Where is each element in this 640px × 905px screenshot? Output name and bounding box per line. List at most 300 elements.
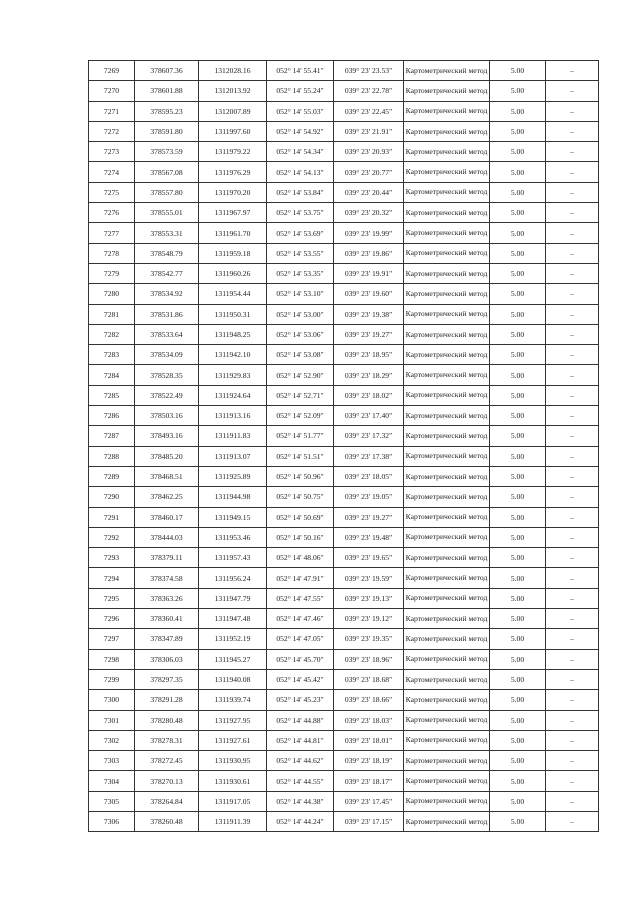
- accuracy-cell: 5.00: [490, 284, 546, 304]
- y-coordinate-cell: 1311930.61: [199, 771, 267, 791]
- latitude-cell: 052° 14' 47.91": [267, 568, 334, 588]
- accuracy-cell: 5.00: [490, 182, 546, 202]
- table-row: [89, 101, 599, 121]
- accuracy-cell: 5.00: [490, 81, 546, 101]
- x-coordinate-cell: 378573.59: [135, 142, 199, 162]
- longitude-cell: 039° 23' 19.60": [334, 284, 404, 304]
- y-coordinate-cell: 1311949.15: [199, 507, 267, 527]
- latitude-cell: 052° 14' 54.13": [267, 162, 334, 182]
- description-cell: –: [546, 426, 599, 446]
- longitude-cell: 039° 23' 20.93": [334, 142, 404, 162]
- y-coordinate-cell: 1311942.10: [199, 345, 267, 365]
- accuracy-cell: 5.00: [490, 446, 546, 466]
- x-coordinate-cell: 378270.13: [135, 771, 199, 791]
- x-coordinate-cell: 378278.31: [135, 730, 199, 750]
- point-number-cell: 7301: [89, 710, 135, 730]
- method-cell: Картометрический метод: [404, 426, 490, 446]
- method-cell: Картометрический метод: [404, 669, 490, 689]
- longitude-cell: 039° 23' 21.91": [334, 121, 404, 141]
- point-number-cell: 7284: [89, 365, 135, 385]
- description-cell: –: [546, 771, 599, 791]
- longitude-cell: 039° 23' 18.05": [334, 466, 404, 486]
- table-row: [89, 385, 599, 405]
- table-row: [89, 365, 599, 385]
- point-number-cell: 7276: [89, 203, 135, 223]
- accuracy-cell: 5.00: [490, 568, 546, 588]
- x-coordinate-cell: 378542.77: [135, 263, 199, 283]
- description-cell: –: [546, 446, 599, 466]
- latitude-cell: 052° 14' 45.23": [267, 690, 334, 710]
- longitude-cell: 039° 23' 19.59": [334, 568, 404, 588]
- point-number-cell: 7289: [89, 466, 135, 486]
- longitude-cell: 039° 23' 17.45": [334, 791, 404, 811]
- accuracy-cell: 5.00: [490, 121, 546, 141]
- latitude-cell: 052° 14' 53.10": [267, 284, 334, 304]
- x-coordinate-cell: 378548.79: [135, 243, 199, 263]
- y-coordinate-cell: 1311917.05: [199, 791, 267, 811]
- x-coordinate-cell: 378379.11: [135, 548, 199, 568]
- table-row: [89, 568, 599, 588]
- longitude-cell: 039° 23' 17.32": [334, 426, 404, 446]
- description-cell: –: [546, 345, 599, 365]
- table-row: [89, 243, 599, 263]
- x-coordinate-cell: 378567.08: [135, 162, 199, 182]
- point-number-cell: 7297: [89, 629, 135, 649]
- y-coordinate-cell: 1311927.61: [199, 730, 267, 750]
- method-cell: Картометрический метод: [404, 304, 490, 324]
- method-cell: Картометрический метод: [404, 690, 490, 710]
- x-coordinate-cell: 378291.28: [135, 690, 199, 710]
- x-coordinate-cell: 378260.48: [135, 811, 199, 831]
- table-row: [89, 61, 599, 81]
- table-row: [89, 710, 599, 730]
- x-coordinate-cell: 378591.80: [135, 121, 199, 141]
- method-cell: Картометрический метод: [404, 568, 490, 588]
- point-number-cell: 7272: [89, 121, 135, 141]
- point-number-cell: 7290: [89, 487, 135, 507]
- y-coordinate-cell: 1311927.95: [199, 710, 267, 730]
- point-number-cell: 7273: [89, 142, 135, 162]
- table-row: [89, 304, 599, 324]
- table-row: [89, 751, 599, 771]
- method-cell: Картометрический метод: [404, 487, 490, 507]
- x-coordinate-cell: 378360.41: [135, 609, 199, 629]
- description-cell: –: [546, 263, 599, 283]
- description-cell: –: [546, 487, 599, 507]
- latitude-cell: 052° 14' 52.71": [267, 385, 334, 405]
- coordinates-table: [88, 60, 599, 832]
- accuracy-cell: 5.00: [490, 690, 546, 710]
- description-cell: –: [546, 669, 599, 689]
- y-coordinate-cell: 1311957.43: [199, 548, 267, 568]
- latitude-cell: 052° 14' 50.69": [267, 507, 334, 527]
- longitude-cell: 039° 23' 19.13": [334, 588, 404, 608]
- description-cell: –: [546, 324, 599, 344]
- method-cell: Картометрический метод: [404, 162, 490, 182]
- y-coordinate-cell: 1311939.74: [199, 690, 267, 710]
- table-row: [89, 609, 599, 629]
- accuracy-cell: 5.00: [490, 791, 546, 811]
- table-row: [89, 527, 599, 547]
- point-number-cell: 7285: [89, 385, 135, 405]
- longitude-cell: 039° 23' 19.35": [334, 629, 404, 649]
- longitude-cell: 039° 23' 18.29": [334, 365, 404, 385]
- latitude-cell: 052° 14' 45.42": [267, 669, 334, 689]
- point-number-cell: 7286: [89, 406, 135, 426]
- description-cell: –: [546, 243, 599, 263]
- latitude-cell: 052° 14' 54.92": [267, 121, 334, 141]
- accuracy-cell: 5.00: [490, 101, 546, 121]
- longitude-cell: 039° 23' 17.15": [334, 811, 404, 831]
- x-coordinate-cell: 378272.45: [135, 751, 199, 771]
- x-coordinate-cell: 378462.25: [135, 487, 199, 507]
- y-coordinate-cell: 1311940.08: [199, 669, 267, 689]
- latitude-cell: 052° 14' 44.38": [267, 791, 334, 811]
- latitude-cell: 052° 14' 44.55": [267, 771, 334, 791]
- y-coordinate-cell: 1311956.24: [199, 568, 267, 588]
- y-coordinate-cell: 1311911.83: [199, 426, 267, 446]
- point-number-cell: 7277: [89, 223, 135, 243]
- table-row: [89, 466, 599, 486]
- point-number-cell: 7269: [89, 61, 135, 81]
- latitude-cell: 052° 14' 54.34": [267, 142, 334, 162]
- method-cell: Картометрический метод: [404, 223, 490, 243]
- method-cell: Картометрический метод: [404, 406, 490, 426]
- method-cell: Картометрический метод: [404, 588, 490, 608]
- point-number-cell: 7282: [89, 324, 135, 344]
- y-coordinate-cell: 1311913.07: [199, 446, 267, 466]
- accuracy-cell: 5.00: [490, 710, 546, 730]
- table-row: [89, 162, 599, 182]
- method-cell: Картометрический метод: [404, 507, 490, 527]
- method-cell: Картометрический метод: [404, 385, 490, 405]
- accuracy-cell: 5.00: [490, 548, 546, 568]
- latitude-cell: 052° 14' 53.69": [267, 223, 334, 243]
- x-coordinate-cell: 378503.16: [135, 406, 199, 426]
- point-number-cell: 7296: [89, 609, 135, 629]
- x-coordinate-cell: 378531.86: [135, 304, 199, 324]
- table-row: [89, 121, 599, 141]
- x-coordinate-cell: 378493.16: [135, 426, 199, 446]
- point-number-cell: 7291: [89, 507, 135, 527]
- x-coordinate-cell: 378347.89: [135, 629, 199, 649]
- latitude-cell: 052° 14' 55.41": [267, 61, 334, 81]
- longitude-cell: 039° 23' 18.66": [334, 690, 404, 710]
- point-number-cell: 7287: [89, 426, 135, 446]
- description-cell: –: [546, 609, 599, 629]
- latitude-cell: 052° 14' 53.55": [267, 243, 334, 263]
- point-number-cell: 7300: [89, 690, 135, 710]
- table-row: [89, 791, 599, 811]
- latitude-cell: 052° 14' 44.24": [267, 811, 334, 831]
- point-number-cell: 7274: [89, 162, 135, 182]
- method-cell: Картометрический метод: [404, 791, 490, 811]
- description-cell: –: [546, 811, 599, 831]
- longitude-cell: 039° 23' 22.78": [334, 81, 404, 101]
- method-cell: Картометрический метод: [404, 649, 490, 669]
- x-coordinate-cell: 378528.35: [135, 365, 199, 385]
- description-cell: –: [546, 629, 599, 649]
- point-number-cell: 7299: [89, 669, 135, 689]
- method-cell: Картометрический метод: [404, 466, 490, 486]
- description-cell: –: [546, 730, 599, 750]
- y-coordinate-cell: 1312007.89: [199, 101, 267, 121]
- y-coordinate-cell: 1311970.20: [199, 182, 267, 202]
- point-number-cell: 7302: [89, 730, 135, 750]
- accuracy-cell: 5.00: [490, 730, 546, 750]
- table-row: [89, 690, 599, 710]
- longitude-cell: 039° 23' 18.01": [334, 730, 404, 750]
- x-coordinate-cell: 378306.03: [135, 649, 199, 669]
- method-cell: Картометрический метод: [404, 61, 490, 81]
- description-cell: –: [546, 406, 599, 426]
- description-cell: –: [546, 649, 599, 669]
- table-row: [89, 406, 599, 426]
- x-coordinate-cell: 378601.88: [135, 81, 199, 101]
- latitude-cell: 052° 14' 52.09": [267, 406, 334, 426]
- longitude-cell: 039° 23' 20.32": [334, 203, 404, 223]
- accuracy-cell: 5.00: [490, 304, 546, 324]
- longitude-cell: 039° 23' 18.95": [334, 345, 404, 365]
- accuracy-cell: 5.00: [490, 365, 546, 385]
- description-cell: –: [546, 284, 599, 304]
- longitude-cell: 039° 23' 19.48": [334, 527, 404, 547]
- accuracy-cell: 5.00: [490, 142, 546, 162]
- y-coordinate-cell: 1312013.92: [199, 81, 267, 101]
- x-coordinate-cell: 378374.58: [135, 568, 199, 588]
- longitude-cell: 039° 23' 19.05": [334, 487, 404, 507]
- description-cell: –: [546, 81, 599, 101]
- table-row: [89, 811, 599, 831]
- table-row: [89, 426, 599, 446]
- table-row: [89, 507, 599, 527]
- description-cell: –: [546, 142, 599, 162]
- latitude-cell: 052° 14' 52.90": [267, 365, 334, 385]
- x-coordinate-cell: 378460.17: [135, 507, 199, 527]
- x-coordinate-cell: 378522.49: [135, 385, 199, 405]
- table-row: [89, 446, 599, 466]
- longitude-cell: 039° 23' 20.44": [334, 182, 404, 202]
- point-number-cell: 7271: [89, 101, 135, 121]
- accuracy-cell: 5.00: [490, 588, 546, 608]
- description-cell: –: [546, 548, 599, 568]
- accuracy-cell: 5.00: [490, 527, 546, 547]
- table-row: [89, 730, 599, 750]
- latitude-cell: 052° 14' 55.03": [267, 101, 334, 121]
- description-cell: –: [546, 162, 599, 182]
- accuracy-cell: 5.00: [490, 771, 546, 791]
- latitude-cell: 052° 14' 50.75": [267, 487, 334, 507]
- accuracy-cell: 5.00: [490, 811, 546, 831]
- accuracy-cell: 5.00: [490, 162, 546, 182]
- x-coordinate-cell: 378363.26: [135, 588, 199, 608]
- y-coordinate-cell: 1311979.22: [199, 142, 267, 162]
- latitude-cell: 052° 14' 44.88": [267, 710, 334, 730]
- y-coordinate-cell: 1311952.19: [199, 629, 267, 649]
- longitude-cell: 039° 23' 19.38": [334, 304, 404, 324]
- method-cell: Картометрический метод: [404, 446, 490, 466]
- y-coordinate-cell: 1311997.60: [199, 121, 267, 141]
- longitude-cell: 039° 23' 22.45": [334, 101, 404, 121]
- y-coordinate-cell: 1311930.95: [199, 751, 267, 771]
- accuracy-cell: 5.00: [490, 466, 546, 486]
- accuracy-cell: 5.00: [490, 385, 546, 405]
- method-cell: Картометрический метод: [404, 730, 490, 750]
- y-coordinate-cell: 1311961.70: [199, 223, 267, 243]
- point-number-cell: 7283: [89, 345, 135, 365]
- method-cell: Картометрический метод: [404, 182, 490, 202]
- x-coordinate-cell: 378607.36: [135, 61, 199, 81]
- accuracy-cell: 5.00: [490, 406, 546, 426]
- latitude-cell: 052° 14' 47.05": [267, 629, 334, 649]
- point-number-cell: 7275: [89, 182, 135, 202]
- method-cell: Картометрический метод: [404, 365, 490, 385]
- latitude-cell: 052° 14' 53.00": [267, 304, 334, 324]
- description-cell: –: [546, 690, 599, 710]
- latitude-cell: 052° 14' 53.75": [267, 203, 334, 223]
- point-number-cell: 7298: [89, 649, 135, 669]
- description-cell: –: [546, 304, 599, 324]
- latitude-cell: 052° 14' 47.46": [267, 609, 334, 629]
- description-cell: –: [546, 527, 599, 547]
- latitude-cell: 052° 14' 50.96": [267, 466, 334, 486]
- description-cell: –: [546, 710, 599, 730]
- accuracy-cell: 5.00: [490, 629, 546, 649]
- accuracy-cell: 5.00: [490, 649, 546, 669]
- description-cell: –: [546, 385, 599, 405]
- table-row: [89, 487, 599, 507]
- accuracy-cell: 5.00: [490, 426, 546, 446]
- x-coordinate-cell: 378280.48: [135, 710, 199, 730]
- description-cell: –: [546, 791, 599, 811]
- longitude-cell: 039° 23' 18.68": [334, 669, 404, 689]
- point-number-cell: 7293: [89, 548, 135, 568]
- latitude-cell: 052° 14' 51.77": [267, 426, 334, 446]
- x-coordinate-cell: 378468.51: [135, 466, 199, 486]
- point-number-cell: 7306: [89, 811, 135, 831]
- y-coordinate-cell: 1311967.97: [199, 203, 267, 223]
- method-cell: Картометрический метод: [404, 263, 490, 283]
- table-row: [89, 324, 599, 344]
- longitude-cell: 039° 23' 20.77": [334, 162, 404, 182]
- y-coordinate-cell: 1311960.26: [199, 263, 267, 283]
- latitude-cell: 052° 14' 48.06": [267, 548, 334, 568]
- x-coordinate-cell: 378533.64: [135, 324, 199, 344]
- description-cell: –: [546, 568, 599, 588]
- longitude-cell: 039° 23' 18.17": [334, 771, 404, 791]
- method-cell: Картометрический метод: [404, 324, 490, 344]
- y-coordinate-cell: 1311950.31: [199, 304, 267, 324]
- x-coordinate-cell: 378264.84: [135, 791, 199, 811]
- longitude-cell: 039° 23' 17.38": [334, 446, 404, 466]
- description-cell: –: [546, 588, 599, 608]
- table-row: [89, 669, 599, 689]
- table-row: [89, 629, 599, 649]
- y-coordinate-cell: 1311954.44: [199, 284, 267, 304]
- accuracy-cell: 5.00: [490, 751, 546, 771]
- y-coordinate-cell: 1311947.79: [199, 588, 267, 608]
- x-coordinate-cell: 378595.23: [135, 101, 199, 121]
- y-coordinate-cell: 1311924.64: [199, 385, 267, 405]
- accuracy-cell: 5.00: [490, 223, 546, 243]
- y-coordinate-cell: 1311976.29: [199, 162, 267, 182]
- table-row: [89, 142, 599, 162]
- table-row: [89, 81, 599, 101]
- accuracy-cell: 5.00: [490, 609, 546, 629]
- description-cell: –: [546, 203, 599, 223]
- latitude-cell: 052° 14' 44.62": [267, 751, 334, 771]
- point-number-cell: 7305: [89, 791, 135, 811]
- method-cell: Картометрический метод: [404, 203, 490, 223]
- point-number-cell: 7279: [89, 263, 135, 283]
- latitude-cell: 052° 14' 53.06": [267, 324, 334, 344]
- accuracy-cell: 5.00: [490, 243, 546, 263]
- x-coordinate-cell: 378553.31: [135, 223, 199, 243]
- y-coordinate-cell: 1311944.98: [199, 487, 267, 507]
- description-cell: –: [546, 61, 599, 81]
- table-row: [89, 263, 599, 283]
- method-cell: Картометрический метод: [404, 710, 490, 730]
- y-coordinate-cell: 1311947.48: [199, 609, 267, 629]
- latitude-cell: 052° 14' 44.81": [267, 730, 334, 750]
- latitude-cell: 052° 14' 53.08": [267, 345, 334, 365]
- latitude-cell: 052° 14' 50.16": [267, 527, 334, 547]
- longitude-cell: 039° 23' 19.65": [334, 548, 404, 568]
- point-number-cell: 7292: [89, 527, 135, 547]
- method-cell: Картометрический метод: [404, 609, 490, 629]
- point-number-cell: 7280: [89, 284, 135, 304]
- longitude-cell: 039° 23' 19.86": [334, 243, 404, 263]
- point-number-cell: 7278: [89, 243, 135, 263]
- table-row: [89, 548, 599, 568]
- description-cell: –: [546, 466, 599, 486]
- description-cell: –: [546, 101, 599, 121]
- method-cell: Картометрический метод: [404, 548, 490, 568]
- description-cell: –: [546, 121, 599, 141]
- x-coordinate-cell: 378534.09: [135, 345, 199, 365]
- y-coordinate-cell: 1311948.25: [199, 324, 267, 344]
- method-cell: Картометрический метод: [404, 243, 490, 263]
- table-row: [89, 649, 599, 669]
- table-row: [89, 345, 599, 365]
- longitude-cell: 039° 23' 19.99": [334, 223, 404, 243]
- latitude-cell: 052° 14' 55.24": [267, 81, 334, 101]
- method-cell: Картометрический метод: [404, 101, 490, 121]
- point-number-cell: 7303: [89, 751, 135, 771]
- accuracy-cell: 5.00: [490, 669, 546, 689]
- method-cell: Картометрический метод: [404, 345, 490, 365]
- document-page: [88, 60, 598, 832]
- y-coordinate-cell: 1311925.89: [199, 466, 267, 486]
- method-cell: Картометрический метод: [404, 629, 490, 649]
- accuracy-cell: 5.00: [490, 324, 546, 344]
- accuracy-cell: 5.00: [490, 203, 546, 223]
- latitude-cell: 052° 14' 45.70": [267, 649, 334, 669]
- description-cell: –: [546, 223, 599, 243]
- y-coordinate-cell: 1312028.16: [199, 61, 267, 81]
- accuracy-cell: 5.00: [490, 61, 546, 81]
- point-number-cell: 7281: [89, 304, 135, 324]
- description-cell: –: [546, 507, 599, 527]
- description-cell: –: [546, 182, 599, 202]
- table-row: [89, 588, 599, 608]
- point-number-cell: 7294: [89, 568, 135, 588]
- longitude-cell: 039° 23' 19.27": [334, 324, 404, 344]
- longitude-cell: 039° 23' 19.12": [334, 609, 404, 629]
- x-coordinate-cell: 378485.20: [135, 446, 199, 466]
- longitude-cell: 039° 23' 18.19": [334, 751, 404, 771]
- method-cell: Картометрический метод: [404, 81, 490, 101]
